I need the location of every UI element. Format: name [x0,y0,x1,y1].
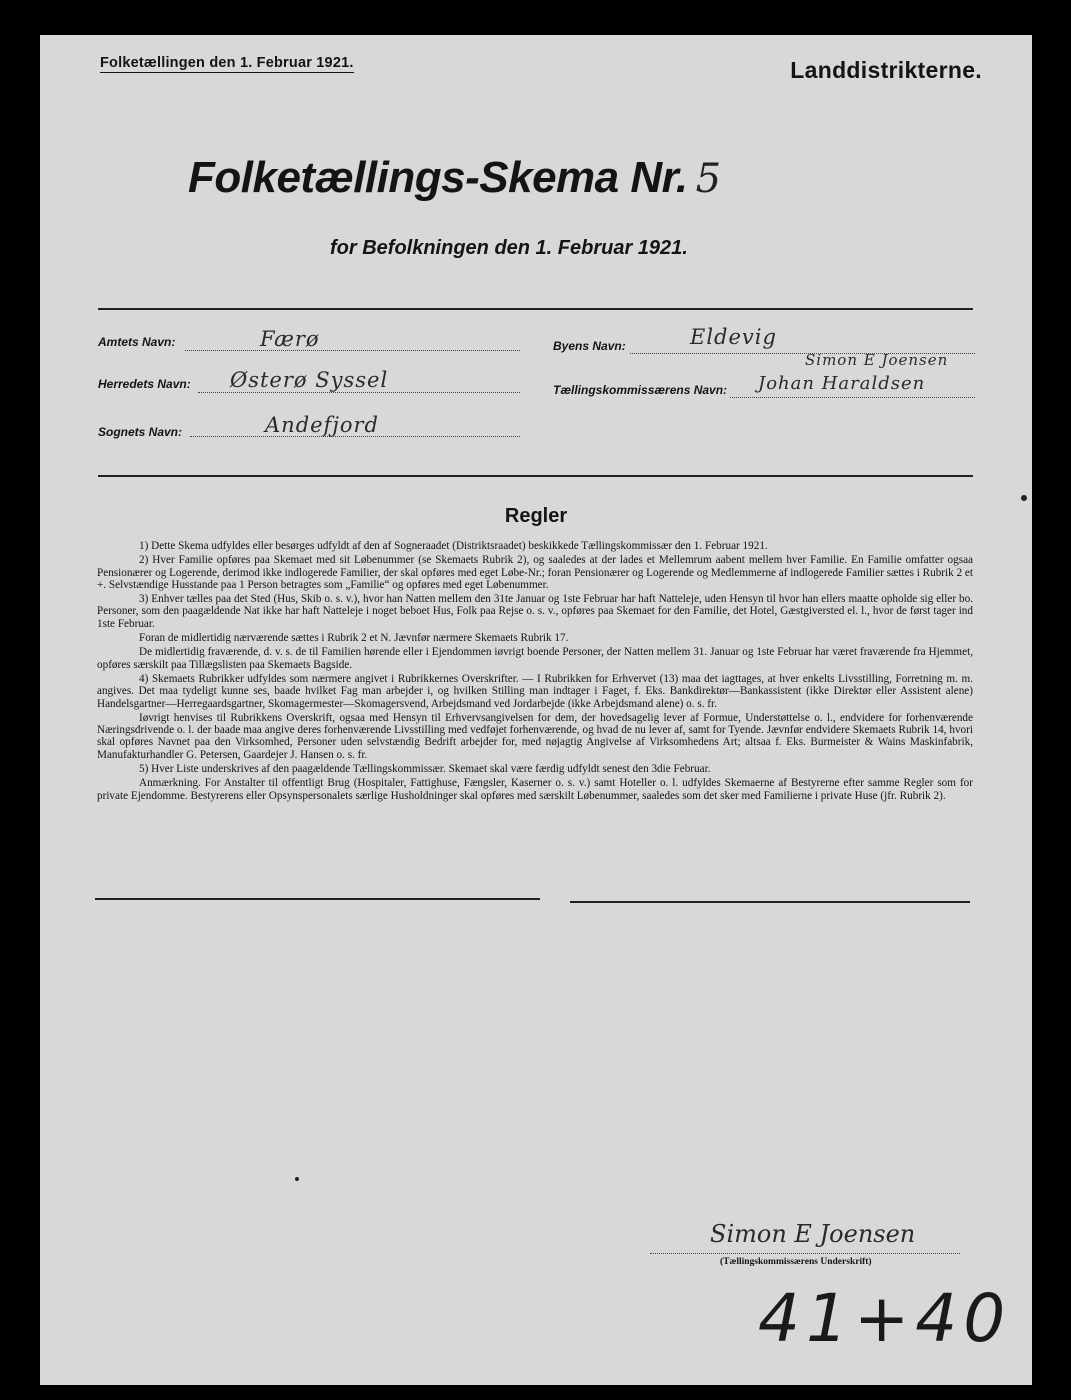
rule-3b: Foran de midlertidig nærværende sættes i Rubrik 2 et N. Jævnfør nærmere Skemaets Rubrik 17. [139,632,569,645]
by-label: Byens Navn: [553,339,626,353]
rule-note: Anmærkning. For Anstalter til offentligt Brug (Hospitaler, Fattighuse, Fængsler, Kaserner o. s. v.) samt Hoteller o. l. udfyldes Skemaerne af Bestyrerne efter samme Regler som for private Ejendomme. Bestyrerens eller Opsynspersonalets særlige Husholdninger skal opføres med særskilt Løbenummer, saaledes som det sker med Familierne i private Huse (jfr. Rubrik 2). [97,777,973,802]
rule-4: 4) Skemaets Rubrikker udfyldes som nærmere angivet i Rubrikkernes Overskrifter. — I Rubrikken for Erhvervet (13) maa det iagttages, at hver enkelts Livsstilling, Forretning m. m. angives. Det maa tydeligt kunne ses, baade hvilket Fag man arbejder i, og hvilken Stilling man indtager i Faget, f. Eks. Bankdirektør—Bankassistent (ikke Direktør eller Assistent alene) Handelsgartner—Herregaardsgartner, Skomagermester—Skomagersvend, Arbejdsmand ved Jordarbejde (ikke Arbejdsmand alene) o. s. fr. [97,672,973,710]
rule-1: 1) Dette Skema udfyldes eller besørges udfyldt af den af Sogneraadet (Distriktsraadet) beskikkede Tællingskommissær den 1. Februar 1921. [139,540,768,552]
census-form-sheet [40,35,1032,1385]
district-type-label: Landdistrikterne. [790,57,982,83]
rule-4b: Iøvrigt henvises til Rubrikkens Overskrift, ogsaa med Hensyn til Erhvervsangivelsen for dem, der hovedsagelig lever af Formue, Understøttelse o. l., endvidere for forhenværende Næringsdrivende o. l. der baade maa angive deres forhenværende Livsstilling med vedføjet forhenværende, og hvad de nu lever af, samt for Tyende. Jævnfør endvidere Skemaets Rubrik 14, hvori skal opføres Navnet paa den Virksomhed, Personer uden selvstændig Bedrift arbejder for, med nøjagtig Angivelse af Virksomhedens Art; altsaa f. Eks. Burmeister & Wains Maskinfabrik, Manufakturhandler G. Petersen, Gaardejer J. Hansen o. s. fr. [97,711,973,761]
kommissaer-value-1: Simon E Joensen [805,351,949,369]
handwritten-count: 41+40 [758,1280,1012,1357]
kommissaer-line [730,397,975,398]
form-title-text: Folketællings-Skema Nr. [188,153,688,202]
amt-line [185,350,520,351]
kommissaer-label: Tællingskommissærens Navn: [553,383,728,397]
herred-line [198,392,520,393]
herred-value: Østerø Syssel [230,368,389,392]
rules-divider-left [95,898,540,900]
herred-label: Herredets Navn: [98,377,191,391]
census-header-label: Folketællingen den 1. Februar 1921. [100,55,354,71]
rule-3: 3) Enhver tælles paa det Sted (Hus, Skib o. s. v.), hvor han Natten mellem den 31te Januar og 1ste Februar har haft Natteleje, uden Hensyn til hvor han ellers maatte opholde sig eller bo. Personer, som den paagældende Nat ikke har haft Natteleje i noget beboet Hus, Folk paa Rejse o. s. v., opføres paa Skemaet for den Familie, det Hotel, Gæstgiversted el. l., hvor de først tager ind 1ste Februar. [97,593,973,630]
small-mark [295,1177,299,1181]
rules-heading: Regler [504,505,568,527]
sogn-value: Andefjord [265,413,379,437]
kommissaer-value-2: Johan Haraldsen [758,373,926,394]
by-value: Eldevig [690,325,777,349]
top-divider [98,308,973,310]
punch-hole-mark [1021,495,1027,501]
amt-value: Færø [260,327,320,351]
signature: Simon E Joensen [710,1220,916,1248]
rule-3c: De midlertidig fraværende, d. v. s. de til Familien hørende eller i Ejendommen iøvrigt boende Personer, der Natten mellem 31. Januar og 1ste Februar har været fraværende fra Hjemmet, opføres særskilt paa Tillægslisten paa Skemaets Bagside. [97,646,973,671]
amt-label: Amtets Navn: [98,335,176,349]
form-title [188,153,721,203]
rules-text [97,540,973,804]
signature-line [650,1253,960,1254]
rule-5: 5) Hver Liste underskrives af den paagældende Tællingskommissær. Skemaet skal være færdig udfyldt senest den 3die Februar. [139,763,711,776]
rule-2: 2) Hver Familie opføres paa Skemaet med sit Løbenummer (se Skemaets Rubrik 2), og saaledes at der lades et Mellemrum aabent mellem hver Familie. En Familie omfatter ogsaa Pensionærer og Logerende, derimod ikke indlogerede Familier, der skal opføres med eget Løbe-Nr.; foran Pensionærer og Logerende og Medlemmerne af indlogerede Familier sættes i Rubrik 2 et +. Selvstændige Husstande paa 1 Person betragtes som „Familie“ og opføres med eget Løbenummer. [97,554,973,591]
rules-divider-right [570,901,970,903]
sogn-label: Sognets Navn: [98,425,183,439]
fields-divider [98,475,973,477]
form-subtitle: for Befolkningen den 1. Februar 1921. [330,237,688,259]
signature-caption: (Tællingskommissærens Underskrift) [720,1257,872,1267]
form-number: 5 [695,156,721,202]
